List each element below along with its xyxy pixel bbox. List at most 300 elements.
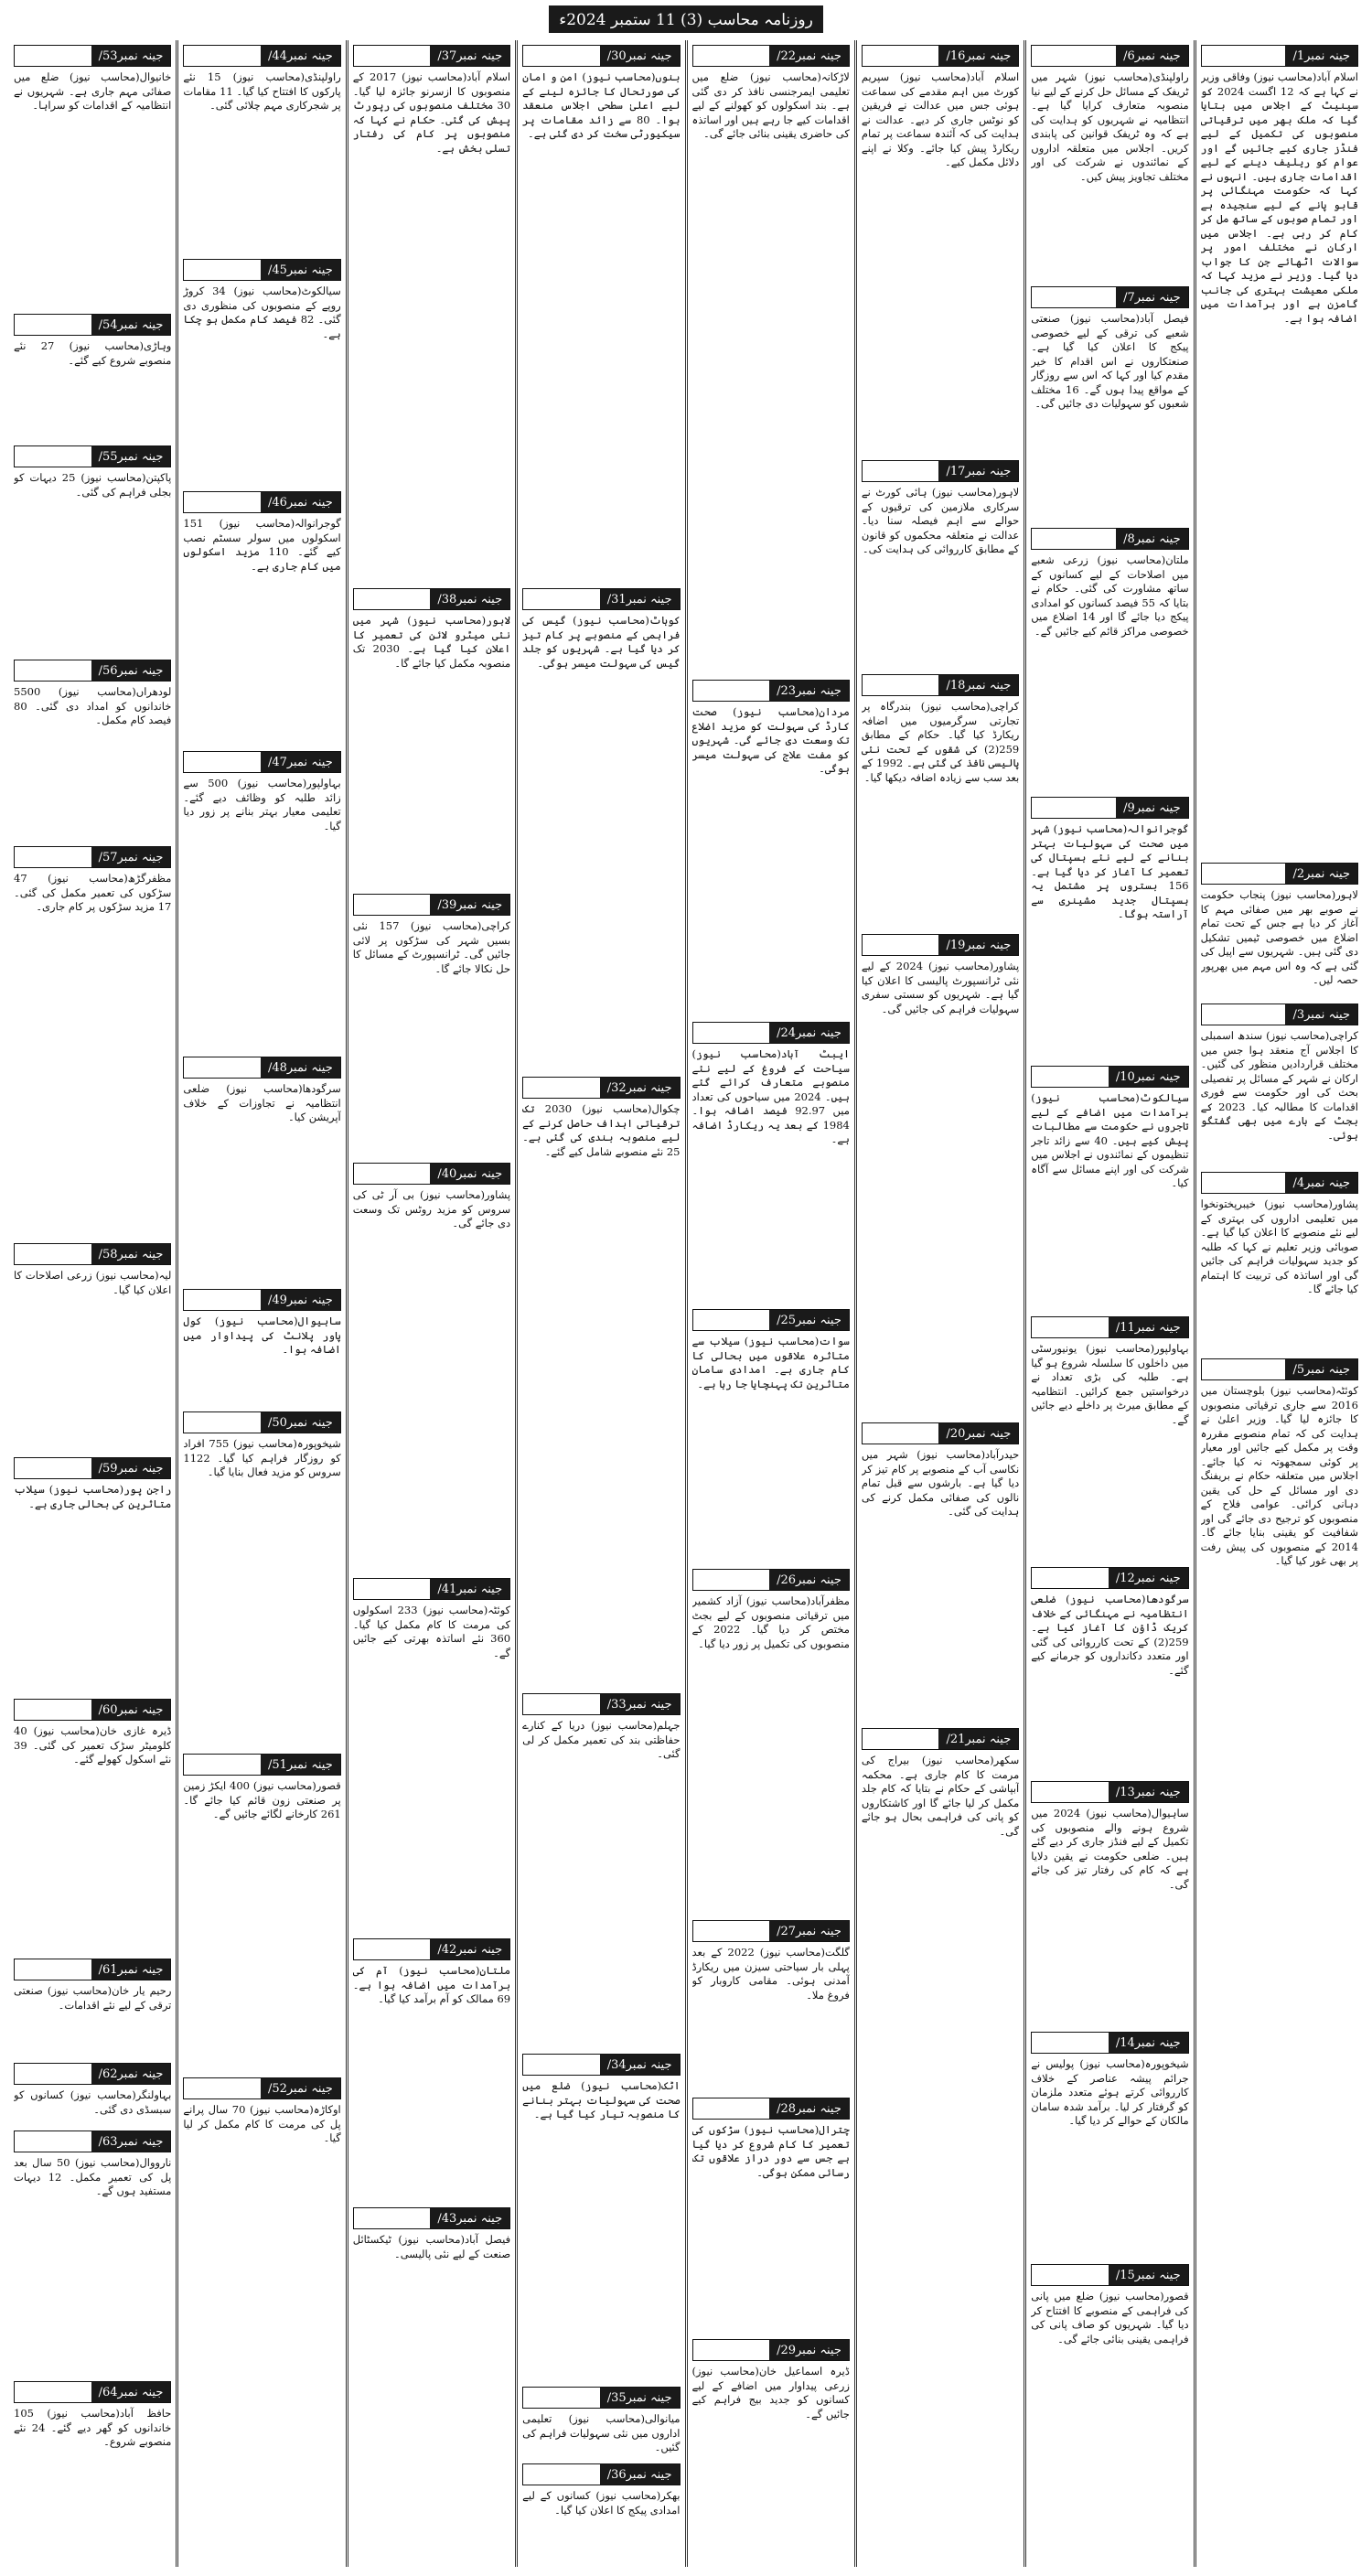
item-header xyxy=(14,1699,171,1721)
news-item xyxy=(692,1022,850,1304)
item-body-text: لاڑکانہ(محاسب نیوز) ضلع میں تعلیمی ایمرجنسی نافذ کر دی گئی ہے۔ بند اسکولوں کو کھولنے کے لیے اقدامات کیے جا رہے ہیں اور اساتذہ کی حاضری یقینی بنائی جائے گی۔ xyxy=(691,70,850,140)
header-bar xyxy=(184,1290,261,1310)
news-item xyxy=(14,2381,171,2489)
news-item xyxy=(14,314,171,440)
item-number-label: جینہ نمبر11/ xyxy=(1109,1317,1188,1337)
header-bar xyxy=(523,2388,600,2408)
item-header xyxy=(692,2339,850,2361)
item-number-label: جینہ نمبر18/ xyxy=(938,675,1018,695)
header-bar xyxy=(1032,798,1116,818)
item-body-text: فیصل آباد(محاسب نیوز) ٹیکسٹائل صنعت کے لیے نئی پالیسی۔ xyxy=(352,2233,511,2260)
item-header xyxy=(692,2098,850,2120)
news-item xyxy=(692,45,850,674)
item-number-label: جینہ نمبر48/ xyxy=(261,1057,340,1078)
item-number-label: جینہ نمبر64/ xyxy=(91,2382,171,2402)
item-body-text: نارووال(محاسب نیوز) 50 سال بعد پل کی تعمیر مکمل۔ 12 دیہات مستفید ہوں گے۔ xyxy=(14,2156,172,2197)
header-bar xyxy=(693,1921,770,1941)
news-item xyxy=(692,1920,850,2092)
header-bar xyxy=(523,1694,600,1714)
news-item xyxy=(183,1411,340,1748)
item-body-text: راجن پور(محاسب نیوز) سیلاب متاثرین کی بحالی جاری ہے۔ xyxy=(14,1483,172,1510)
item-number-label: جینہ نمبر45/ xyxy=(261,260,340,280)
news-item xyxy=(522,1693,680,2048)
item-body-text: سیالکوٹ(محاسب نیوز) برآمدات میں اضافے کے لیے تاجروں نے حکومت سے مطالبات پیش کیے ہیں۔ 40 سے زائد تاجر تنظیموں کے نمائندوں نے اجلاس میں شرکت کی اور اپنے مسائل سے آگاہ کیا۔ xyxy=(1031,1091,1189,1189)
item-body-text: جہلم(محاسب نیوز) دریا کے کنارے حفاظتی بند کی تعمیر مکمل کر لی گئی۔ xyxy=(522,1719,681,1760)
item-number-label: جینہ نمبر7/ xyxy=(1116,287,1188,307)
news-item xyxy=(862,1422,1019,1723)
item-number-label: جینہ نمبر30/ xyxy=(600,46,680,66)
item-header xyxy=(183,1411,340,1433)
item-number-label: جینہ نمبر23/ xyxy=(769,681,849,701)
news-item xyxy=(183,1754,340,2072)
item-body-text: اسلام آباد(محاسب نیوز) وفاقی وزیر نے کہا ہے کہ 12 اگست 2024 کو سینیٹ کے اجلاس میں بتایا گیا کہ ملک بھر میں ترقیاتی منصوبوں کی تکمیل کے لیے فنڈز جاری کیے جائیں گے اور عوام کو ریلیف دینے کے لیے اقدامات جاری ہیں۔ انہوں نے کہا کہ حکومت مہنگائی پر قابو پانے کے لیے سنجیدہ ہے اور تمام صوبوں کے ساتھ مل کر کام کر رہی ہے۔ اجلاس میں ارکان نے مختلف امور پر سوالات اٹھائے جن کا جواب دیا گیا۔ وزیر نے مزید کہا کہ ملکی معیشت بہتری کی جانب گامزن ہے اور برآمدات میں اضافہ ہوا ہے۔ xyxy=(1200,70,1358,325)
item-number-label: جینہ نمبر21/ xyxy=(938,1729,1018,1749)
item-header xyxy=(14,445,171,467)
news-item xyxy=(183,1057,340,1283)
item-header xyxy=(522,2054,680,2076)
news-column xyxy=(515,40,684,2567)
item-header xyxy=(1031,45,1188,67)
item-number-label: جینہ نمبر46/ xyxy=(261,492,340,512)
item-header xyxy=(862,1728,1019,1750)
item-header xyxy=(14,1959,171,1980)
news-item xyxy=(353,1163,510,1572)
news-item xyxy=(862,674,1019,928)
header-bar xyxy=(693,46,770,66)
item-number-label: جینہ نمبر13/ xyxy=(1109,1782,1188,1802)
item-number-label: جینہ نمبر20/ xyxy=(938,1423,1018,1444)
item-header xyxy=(14,2131,171,2152)
item-body-text: پاکپتن(محاسب نیوز) 25 دیہات کو بجلی فراہم کی گئی۔ xyxy=(14,471,172,499)
news-column xyxy=(346,40,515,2567)
item-body-text: بھکر(محاسب نیوز) کسانوں کے لیے امدادی پیکج کا اعلان کیا گیا۔ xyxy=(522,2489,681,2517)
news-item xyxy=(692,2098,850,2334)
item-header xyxy=(1031,286,1188,308)
item-number-label: جینہ نمبر57/ xyxy=(91,847,171,867)
item-number-label: جینہ نمبر53/ xyxy=(91,46,171,66)
item-body-text: لاہور(محاسب نیوز) شہر میں نئی میٹرو لائن کی تعمیر کا اعلان کیا گیا ہے۔ 2030 تک منصوبہ مکمل کیا جائے گا۔ xyxy=(352,614,511,670)
header-bar xyxy=(15,46,91,66)
item-number-label: جینہ نمبر33/ xyxy=(600,1694,680,1714)
header-bar xyxy=(1202,1359,1286,1379)
item-number-label: جینہ نمبر50/ xyxy=(261,1412,340,1433)
item-number-label: جینہ نمبر39/ xyxy=(430,895,509,915)
header-bar xyxy=(693,1570,770,1590)
item-number-label: جینہ نمبر35/ xyxy=(600,2388,680,2408)
news-item xyxy=(1201,1004,1358,1166)
header-bar xyxy=(15,1700,91,1720)
news-item xyxy=(353,588,510,888)
news-item xyxy=(1031,2264,1188,2418)
item-number-label: جینہ نمبر43/ xyxy=(430,2208,509,2228)
item-body-text: کراچی(محاسب نیوز) 157 نئی بسیں شہر کی سڑکوں پر لائی جائیں گی۔ ٹرانسپورٹ کے مسائل کا حل نکالا جائے گا۔ xyxy=(352,919,511,975)
header-bar xyxy=(184,1755,261,1775)
item-header xyxy=(14,1457,171,1479)
item-body-text: بہاولنگر(محاسب نیوز) کسانوں کو سبسڈی دی گئی۔ xyxy=(14,2088,172,2116)
item-body-text: مظفرگڑھ(محاسب نیوز) 47 سڑکوں کی تعمیر مکمل کی گئی۔ 17 مزید سڑکوں پر کام جاری۔ xyxy=(14,872,172,913)
item-number-label: جینہ نمبر38/ xyxy=(430,589,509,609)
header-bar xyxy=(15,660,91,681)
item-header xyxy=(862,460,1019,482)
item-header xyxy=(1031,528,1188,550)
news-item xyxy=(14,846,171,1238)
news-item xyxy=(1031,1316,1188,1562)
item-header xyxy=(1201,45,1358,67)
item-header xyxy=(1031,1781,1188,1803)
header-bar xyxy=(1032,1782,1109,1802)
news-item xyxy=(862,460,1019,669)
item-header xyxy=(14,660,171,682)
item-number-label: جینہ نمبر52/ xyxy=(261,2078,340,2098)
item-body-text: لودھراں(محاسب نیوز) 5500 خاندانوں کو امداد دی گئی۔ 80 فیصد کام مکمل۔ xyxy=(14,685,172,726)
item-number-label: جینہ نمبر51/ xyxy=(261,1755,340,1775)
item-body-text: پشاور(محاسب نیوز) بی آر ٹی کی سروس کو مزید روٹس تک وسعت دی جائے گی۔ xyxy=(352,1188,511,1229)
news-item xyxy=(692,680,850,1016)
masthead-title: روزنامہ محاسب (3) 11 ستمبر 2024ء xyxy=(549,5,823,33)
header-bar xyxy=(354,1939,431,1959)
item-header xyxy=(1201,1172,1358,1194)
header-bar xyxy=(1032,2033,1109,2053)
header-bar xyxy=(184,260,261,280)
news-item xyxy=(353,1578,510,1933)
item-header xyxy=(353,588,510,610)
news-item xyxy=(862,1728,1019,2174)
item-body-text: بہاولپور(محاسب نیوز) 500 سے زائد طلبہ کو وظائف دیے گئے۔ تعلیمی معیار بہتر بنانے پر زور دیا گیا۔ xyxy=(183,777,341,832)
header-bar xyxy=(15,2064,91,2084)
item-body-text: سیالکوٹ(محاسب نیوز) 34 کروڑ روپے کے منصوبوں کی منظوری دی گئی۔ 82 فیصد کام مکمل ہو چکا ہے۔ xyxy=(183,284,341,340)
item-body-text: راولپنڈی(محاسب نیوز) شہر میں ٹریفک کے مسائل حل کرنے کے لیے نیا منصوبہ متعارف کرایا گیا ہے۔ انتظامیہ نے شہریوں کو ہدایت کی ہے کہ وہ ٹریفک قوانین کی پابندی کریں۔ اجلاس میں متعلقہ اداروں کے نمائندوں نے شرکت کی اور مختلف تجاویز پیش کیں۔ xyxy=(1031,70,1189,183)
item-body-text: کوہاٹ(محاسب نیوز) گیس کی فراہمی کے منصوبے پر کام تیز کر دیا گیا ہے۔ شہریوں کو جلد گیس کی سہولت میسر ہوگی۔ xyxy=(522,614,681,670)
item-number-label: جینہ نمبر22/ xyxy=(769,46,849,66)
header-bar xyxy=(354,895,431,915)
news-item xyxy=(1031,2032,1188,2259)
news-item xyxy=(522,1077,680,1688)
header-bar xyxy=(15,1458,91,1478)
item-number-label: جینہ نمبر42/ xyxy=(430,1939,509,1959)
item-body-text: کراچی(محاسب نیوز) بندرگاہ پر تجارتی سرگرمیوں میں اضافہ ریکارڈ کیا گیا۔ حکام کے مطابق 259(2) کی شقوں کے تحت نئی پالیسی نافذ کی گئی ہے۔ 1992 کے بعد سب سے زیادہ اضافہ دیکھا گیا۔ xyxy=(861,700,1020,784)
item-body-text: لاہور(محاسب نیوز) ہائی کورٹ نے سرکاری ملازمین کی ترقیوں کے حوالے سے اہم فیصلہ سنا دیا۔ عدالت نے متعلقہ محکموں کو قانون کے مطابق کارروائی کی ہدایت کی۔ xyxy=(861,486,1020,555)
item-header xyxy=(522,45,680,67)
item-number-label: جینہ نمبر19/ xyxy=(938,935,1018,955)
header-bar xyxy=(863,1423,939,1444)
item-header xyxy=(14,45,171,67)
item-body-text: حیدرآباد(محاسب نیوز) شہر میں نکاسی آب کے منصوبے پر کام تیز کر دیا گیا ہے۔ بارشوں سے قبل تمام نالوں کی صفائی مکمل کرنے کی ہدایت کی گئی۔ xyxy=(861,1448,1020,1518)
item-number-label: جینہ نمبر3/ xyxy=(1285,1004,1357,1025)
item-body-text: بنوں(محاسب نیوز) امن و امان کی صورتحال کا جائزہ لینے کے لیے اعلیٰ سطحی اجلاس منعقد ہوا۔ 80 سے زائد مقامات پر سیکیورٹی سخت کر دی گئی ہے۔ xyxy=(522,70,681,140)
item-number-label: جینہ نمبر28/ xyxy=(769,2098,849,2119)
item-body-text: خانیوال(محاسب نیوز) ضلع میں صفائی مہم جاری ہے۔ شہریوں نے انتظامیہ کے اقدامات کو سراہا۔ xyxy=(14,70,172,112)
item-header xyxy=(692,1022,850,1044)
header-bar xyxy=(184,1057,261,1078)
item-header xyxy=(14,314,171,336)
item-body-text: پشاور(محاسب نیوز) خیبرپختونخوا میں تعلیمی اداروں کی بہتری کے لیے نئے منصوبے کا اعلان کیا گیا ہے۔ صوبائی وزیر تعلیم نے کہا کہ طلبہ کو جدید سہولیات فراہم کی جائیں گی اور اساتذہ کی تربیت کا اہتمام کیا جائے گا۔ xyxy=(1200,1197,1358,1295)
news-item xyxy=(862,45,1019,455)
item-header xyxy=(183,2077,340,2099)
item-header xyxy=(522,1693,680,1715)
news-column xyxy=(176,40,345,2567)
header-bar xyxy=(523,2055,600,2075)
item-body-text: شیخوپورہ(محاسب نیوز) پولیس نے جرائم پیشہ عناصر کے خلاف کارروائی کرتے ہوئے متعدد ملزمان کو گرفتار کر لیا۔ برآمد شدہ سامان مالکان کے حوالے کر دیا گیا۔ xyxy=(1031,2057,1189,2127)
item-number-label: جینہ نمبر63/ xyxy=(91,2131,171,2152)
header-bar xyxy=(1032,287,1116,307)
header-bar xyxy=(693,1310,770,1330)
news-item xyxy=(1031,286,1188,522)
header-bar xyxy=(15,2382,91,2402)
item-header xyxy=(862,45,1019,67)
item-header xyxy=(862,934,1019,956)
item-body-text: چترال(محاسب نیوز) سڑکوں کی تعمیر کا کام شروع کر دیا گیا ہے جس سے دور دراز علاقوں تک رسائی ممکن ہوگی۔ xyxy=(691,2123,850,2179)
item-header xyxy=(183,1289,340,1311)
header-bar xyxy=(863,675,939,695)
header-bar xyxy=(1032,1317,1109,1337)
item-body-text: میانوالی(محاسب نیوز) تعلیمی اداروں میں نئی سہولیات فراہم کی گئیں۔ xyxy=(522,2412,681,2453)
header-bar xyxy=(184,46,261,66)
item-body-text: گلگت(محاسب نیوز) 2022 کے بعد پہلی بار سیاحتی سیزن میں ریکارڈ آمدنی ہوئی۔ مقامی کاروبار کو فروغ ملا۔ xyxy=(691,1946,850,2002)
news-item xyxy=(522,2387,680,2458)
item-header xyxy=(14,2381,171,2403)
header-bar xyxy=(1032,2265,1109,2285)
item-header xyxy=(353,1163,510,1185)
news-item xyxy=(522,2054,680,2381)
news-item xyxy=(1031,797,1188,1060)
item-body-text: اٹک(محاسب نیوز) ضلع میں صحت کی سہولیات بہتر بنانے کا منصوبہ تیار کیا گیا ہے۔ xyxy=(522,2079,681,2120)
news-item xyxy=(183,259,340,486)
item-number-label: جینہ نمبر10/ xyxy=(1109,1067,1188,1087)
item-body-text: پشاور(محاسب نیوز) 2024 کے لیے نئی ٹرانسپورٹ پالیسی کا اعلان کیا گیا ہے۔ شہریوں کو سستی سفری سہولیات فراہم کی جائیں گی۔ xyxy=(861,960,1020,1015)
item-header xyxy=(1031,2264,1188,2286)
item-number-label: جینہ نمبر24/ xyxy=(769,1023,849,1043)
header-bar xyxy=(523,46,600,66)
news-column xyxy=(685,40,854,2567)
news-item xyxy=(183,2077,340,2231)
news-item xyxy=(353,2207,510,2260)
news-item xyxy=(353,45,510,583)
item-header xyxy=(522,2387,680,2409)
item-header xyxy=(1201,1358,1358,1380)
news-item xyxy=(522,45,680,583)
header-bar xyxy=(15,1244,91,1264)
item-header xyxy=(183,491,340,513)
header-bar xyxy=(1202,46,1286,66)
header-bar xyxy=(354,46,431,66)
item-body-text: کراچی(محاسب نیوز) سندھ اسمبلی کا اجلاس آج منعقد ہوا جس میں مختلف قراردادیں منظور کی گئیں۔ ارکان نے شہر کے مسائل پر تفصیلی بحث کی اور حکومت سے فوری اقدامات کا مطالبہ کیا۔ 2023 کے بجٹ کے بارے میں بھی گفتگو ہوئی۔ xyxy=(1200,1029,1358,1142)
header-bar xyxy=(693,681,770,701)
news-item xyxy=(1031,1781,1188,2026)
news-item xyxy=(1031,1567,1188,1776)
item-header xyxy=(522,588,680,610)
news-item xyxy=(1201,1358,1358,2299)
header-bar xyxy=(15,847,91,867)
item-header xyxy=(1031,797,1188,819)
header-bar xyxy=(15,1959,91,1980)
item-number-label: جینہ نمبر2/ xyxy=(1285,864,1357,884)
header-bar xyxy=(354,2208,431,2228)
news-item xyxy=(14,660,171,841)
item-header xyxy=(183,1057,340,1079)
header-bar xyxy=(1032,529,1116,549)
header-bar xyxy=(523,1078,600,1098)
item-header xyxy=(353,45,510,67)
item-body-text: فیصل آباد(محاسب نیوز) صنعتی شعبے کی ترقی کے لیے خصوصی پیکج کا اعلان کیا گیا ہے۔ صنعتکاروں نے اس اقدام کا خیر مقدم کیا اور کہا کہ اس سے روزگار کے مواقع پیدا ہوں گے۔ 16 مختلف شعبوں کو سہولیات دی جائیں گی۔ xyxy=(1031,312,1189,410)
item-body-text: ساہیوال(محاسب نیوز) کول پاور پلانٹ کی پیداوار میں اضافہ ہوا۔ xyxy=(183,1315,341,1356)
news-item xyxy=(1201,863,1358,998)
item-number-label: جینہ نمبر34/ xyxy=(600,2055,680,2075)
header-bar xyxy=(184,2078,261,2098)
news-item xyxy=(183,491,340,746)
item-body-text: اسلام آباد(محاسب نیوز) سپریم کورٹ میں اہم مقدمے کی سماعت ہوئی جس میں عدالت نے فریقین کو نوٹس جاری کر دیے۔ عدالت نے ہدایت کی کہ آئندہ سماعت پر تمام ریکارڈ پیش کیا جائے۔ وکلا نے اپنے دلائل مکمل کیے۔ xyxy=(861,70,1020,168)
item-body-text: ملتان(محاسب نیوز) زرعی شعبے میں اصلاحات کے لیے کسانوں کے ساتھ مشاورت کی گئی۔ حکام نے بتایا کہ 55 فیصد کسانوں کو امدادی پیکج دیا جائے گا اور 14 اضلاع میں خصوصی مراکز قائم کیے جائیں گے۔ xyxy=(1031,553,1189,638)
item-header xyxy=(522,1077,680,1099)
item-number-label: جینہ نمبر6/ xyxy=(1116,46,1188,66)
item-body-text: ساہیوال(محاسب نیوز) 2024 میں شروع ہونے والے منصوبوں کی تکمیل کے لیے فنڈز جاری کر دیے گئے ہیں۔ ضلعی حکومت نے یقین دلایا ہے کہ کام کی رفتار تیز کی جائے گی۔ xyxy=(1031,1807,1189,1891)
item-number-label: جینہ نمبر32/ xyxy=(600,1078,680,1098)
news-item xyxy=(14,1699,171,1953)
item-number-label: جینہ نمبر60/ xyxy=(91,1700,171,1720)
item-body-text: بہاولپور(محاسب نیوز) یونیورسٹی میں داخلوں کا سلسلہ شروع ہو گیا ہے۔ طلبہ کی بڑی تعداد نے درخواستیں جمع کرائیں۔ انتظامیہ کے مطابق میرٹ پر داخلے دیے جائیں گے۔ xyxy=(1031,1342,1189,1426)
item-number-label: جینہ نمبر8/ xyxy=(1116,529,1188,549)
item-number-label: جینہ نمبر9/ xyxy=(1116,798,1188,818)
header-bar xyxy=(354,1164,431,1184)
columns-container xyxy=(9,40,1363,2567)
item-body-text: گوجرانوالہ(محاسب نیوز) 151 اسکولوں میں سولر سسٹم نصب کیے گئے۔ 110 مزید اسکولوں میں کام جاری ہے۔ xyxy=(183,517,341,573)
item-number-label: جینہ نمبر27/ xyxy=(769,1921,849,1941)
item-header xyxy=(183,751,340,773)
header-bar xyxy=(1032,1067,1109,1087)
item-body-text: حافظ آباد(محاسب نیوز) 105 خاندانوں کو گھر دیے گئے۔ 24 نئے منصوبے شروع۔ xyxy=(14,2407,172,2448)
item-number-label: جینہ نمبر15/ xyxy=(1109,2265,1188,2285)
news-item xyxy=(522,588,680,1071)
item-body-text: لاہور(محاسب نیوز) پنجاب حکومت نے صوبے بھر میں صفائی مہم کا آغاز کر دیا ہے جس کے تحت تمام اضلاع میں خصوصی ٹیمیں تشکیل دی گئی ہیں۔ شہریوں سے اپیل کی گئی ہے کہ وہ اس مہم میں بھرپور حصہ لیں۔ xyxy=(1200,888,1358,986)
item-header xyxy=(14,1243,171,1265)
item-number-label: جینہ نمبر49/ xyxy=(261,1290,340,1310)
item-number-label: جینہ نمبر17/ xyxy=(938,461,1018,481)
item-body-text: کوئٹہ(محاسب نیوز) بلوچستان میں 2016 سے جاری ترقیاتی منصوبوں کا جائزہ لیا گیا۔ وزیر اعلیٰ نے ہدایت کی کہ تمام منصوبے مقررہ وقت پر مکمل کیے جائیں اور معیار پر کوئی سمجھوتہ نہ کیا جائے۔ اجلاس میں متعلقہ حکام نے بریفنگ دی اور مسائل کے حل کی یقین دہانی کرائی۔ عوامی فلاح کے منصوبوں کو ترجیح دی جائے گی اور شفافیت کو یقینی بنایا جائے گا۔ 2014 کے منصوبوں کی پیش رفت پر بھی غور کیا گیا۔ xyxy=(1200,1384,1358,1567)
item-number-label: جینہ نمبر29/ xyxy=(769,2340,849,2360)
header-bar xyxy=(354,589,431,609)
header-bar xyxy=(863,935,939,955)
news-item xyxy=(183,45,340,253)
news-item xyxy=(1031,45,1188,281)
item-header xyxy=(692,1920,850,1942)
item-header xyxy=(522,2463,680,2485)
news-item xyxy=(692,2339,850,2511)
item-header xyxy=(692,680,850,702)
item-number-label: جینہ نمبر31/ xyxy=(600,589,680,609)
item-body-text: ملتان(محاسب نیوز) آم کی برآمدات میں اضافہ ہوا ہے۔ 69 ممالک کو آم برآمد کیا گیا۔ xyxy=(352,1964,511,2005)
header-bar xyxy=(1202,1173,1286,1193)
item-number-label: جینہ نمبر47/ xyxy=(261,752,340,772)
item-header xyxy=(353,894,510,916)
header-bar xyxy=(184,1412,261,1433)
item-header xyxy=(1031,1066,1188,1088)
news-item xyxy=(14,2063,171,2125)
header-bar xyxy=(15,2131,91,2152)
item-body-text: ایبٹ آباد(محاسب نیوز) سیاحت کے فروغ کے لیے نئے منصوبے متعارف کرائے گئے ہیں۔ 2024 میں سیاحوں کی تعداد میں 92.97 فیصد اضافہ ہوا۔ 1984 کے بعد یہ ریکارڈ اضافہ ہے۔ xyxy=(691,1047,850,1145)
header-bar xyxy=(354,1579,431,1599)
header-bar xyxy=(184,752,261,772)
news-item xyxy=(692,1569,850,1915)
item-body-text: لیہ(محاسب نیوز) زرعی اصلاحات کا اعلان کیا گیا۔ xyxy=(14,1269,172,1296)
item-body-text: وہاڑی(محاسب نیوز) 27 نئے منصوبے شروع کیے گئے۔ xyxy=(14,339,172,367)
item-body-text: کوئٹہ(محاسب نیوز) 233 اسکولوں کی مرمت کا کام مکمل کیا گیا۔ 360 نئے اساتذہ بھرتی کیے جائیں گے۔ xyxy=(352,1604,511,1659)
header-bar xyxy=(863,1729,939,1749)
header-bar xyxy=(863,461,939,481)
header-bar xyxy=(184,492,261,512)
header-bar xyxy=(15,315,91,335)
item-number-label: جینہ نمبر1/ xyxy=(1285,46,1357,66)
header-bar xyxy=(693,2098,770,2119)
header-bar xyxy=(693,2340,770,2360)
news-item xyxy=(183,1289,340,1406)
item-header xyxy=(1031,2032,1188,2054)
header-bar xyxy=(523,2464,600,2485)
item-header xyxy=(183,45,340,67)
item-body-text: سکھر(محاسب نیوز) بیراج کی مرمت کا کام جاری ہے۔ محکمہ آبپاشی کے حکام نے بتایا کہ کام جلد مکمل کر لیا جائے گا اور کاشتکاروں کو پانی کی فراہمی بحال ہو جائے گی۔ xyxy=(861,1754,1020,1838)
item-body-text: مظفرآباد(محاسب نیوز) آزاد کشمیر میں ترقیاتی منصوبوں کے لیے بجٹ مختص کر دیا گیا۔ 2022 کے منصوبوں کی تکمیل پر زور دیا گیا۔ xyxy=(691,1594,850,1650)
news-item xyxy=(692,1309,850,1563)
news-item xyxy=(1031,528,1188,791)
item-header xyxy=(692,45,850,67)
item-body-text: راولپنڈی(محاسب نیوز) 15 نئے پارکوں کا افتتاح کیا گیا۔ 11 مقامات پر شجرکاری مہم چلائی گئی۔ xyxy=(183,70,341,112)
news-column xyxy=(9,40,176,2567)
item-body-text: سوات(محاسب نیوز) سیلاب سے متاثرہ علاقوں میں بحالی کا کام جاری ہے۔ امدادی سامان متاثرین تک پہنچایا جا رہا ہے۔ xyxy=(691,1335,850,1390)
item-body-text: قصور(محاسب نیوز) ضلع میں پانی کی فراہمی کے منصوبے کا افتتاح کر دیا گیا۔ شہریوں کو صاف پانی کی فراہمی یقینی بنائی جائے گی۔ xyxy=(1031,2290,1189,2345)
item-number-label: جینہ نمبر12/ xyxy=(1109,1568,1188,1588)
news-item xyxy=(14,1457,171,1693)
item-number-label: جینہ نمبر55/ xyxy=(91,446,171,467)
item-number-label: جینہ نمبر4/ xyxy=(1285,1173,1357,1193)
item-header xyxy=(1031,1316,1188,1338)
item-body-text: ڈیرہ غازی خان(محاسب نیوز) 40 کلومیٹر سڑک تعمیر کی گئی۔ 39 نئے اسکول کھولے گئے۔ xyxy=(14,1724,172,1766)
item-header xyxy=(183,259,340,281)
item-body-text: رحیم یار خان(محاسب نیوز) صنعتی ترقی کے لیے نئے اقدامات۔ xyxy=(14,1984,172,2012)
news-item xyxy=(1201,1172,1358,1353)
news-item xyxy=(14,445,171,654)
item-body-text: چکوال(محاسب نیوز) 2030 تک ترقیاتی اہداف حاصل کرنے کے لیے منصوبہ بندی کی گئی ہے۔ 25 نئے منصوبے شامل کیے گئے۔ xyxy=(522,1102,681,1158)
item-header xyxy=(1201,1004,1358,1025)
item-header xyxy=(862,674,1019,696)
item-number-label: جینہ نمبر36/ xyxy=(600,2464,680,2485)
item-header xyxy=(353,2207,510,2229)
header-bar xyxy=(1202,864,1286,884)
news-item xyxy=(353,894,510,1157)
item-header xyxy=(692,1309,850,1331)
item-header xyxy=(353,1938,510,1960)
item-header xyxy=(14,2063,171,2085)
news-item xyxy=(14,1243,171,1452)
item-number-label: جینہ نمبر59/ xyxy=(91,1458,171,1478)
item-header xyxy=(183,1754,340,1776)
item-header xyxy=(1031,1567,1188,1589)
header-bar xyxy=(863,46,939,66)
news-item xyxy=(14,45,171,308)
news-item xyxy=(353,1938,510,2202)
item-number-label: جینہ نمبر41/ xyxy=(430,1579,509,1599)
item-header xyxy=(862,1422,1019,1444)
item-number-label: جینہ نمبر54/ xyxy=(91,315,171,335)
news-item xyxy=(1031,1066,1188,1311)
news-item xyxy=(14,1959,171,2057)
item-number-label: جینہ نمبر62/ xyxy=(91,2064,171,2084)
item-header xyxy=(1201,863,1358,885)
item-header xyxy=(692,1569,850,1591)
item-header xyxy=(353,1578,510,1600)
item-number-label: جینہ نمبر14/ xyxy=(1109,2033,1188,2053)
header-bar xyxy=(1032,46,1116,66)
news-item xyxy=(522,2463,680,2544)
item-body-text: اسلام آباد(محاسب نیوز) 2017 کے منصوبوں کا ازسرنو جائزہ لیا گیا۔ 30 مختلف منصوبوں کی رپورٹ پیش کی گئی۔ حکام نے کہا کہ منصوبوں پر کام کی رفتار تسلی بخش ہے۔ xyxy=(352,70,511,155)
header-bar xyxy=(523,589,600,609)
